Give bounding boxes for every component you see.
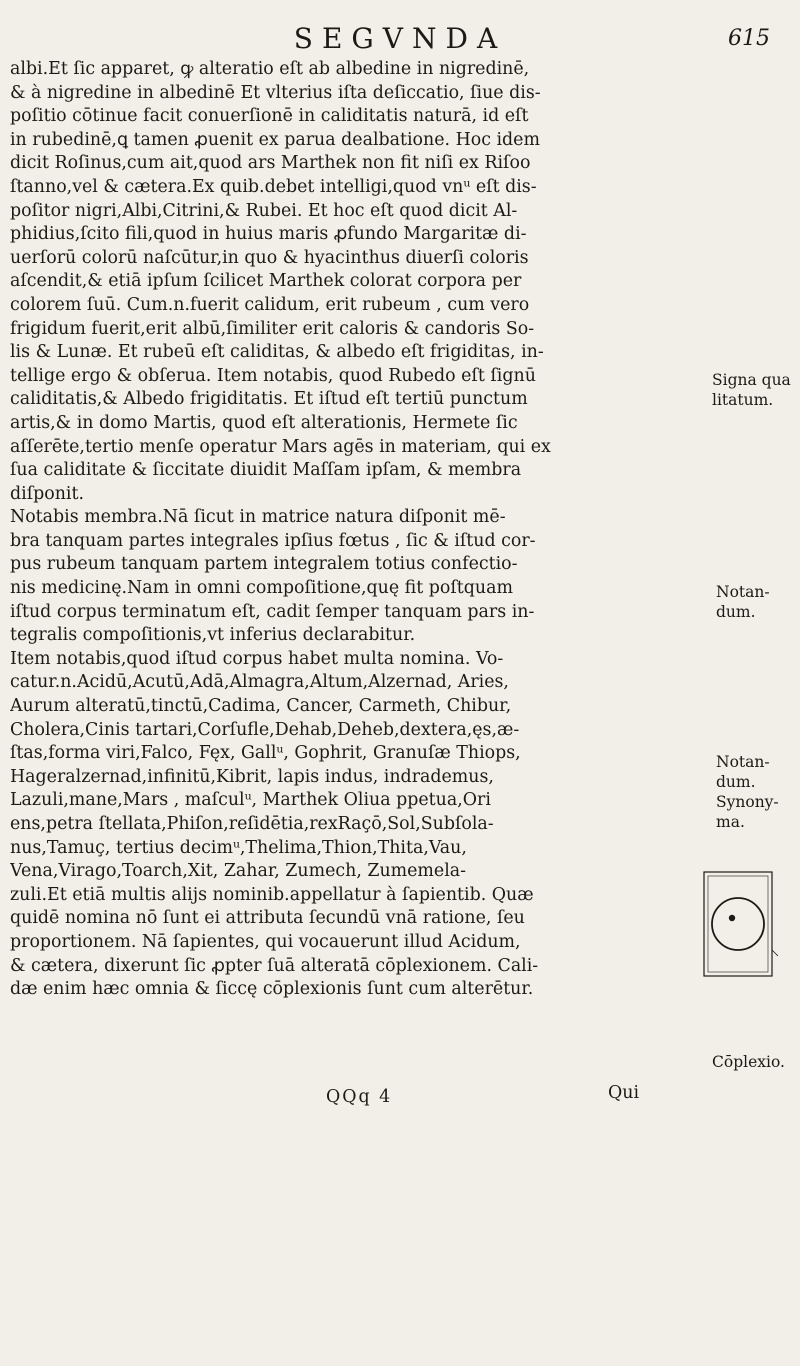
circle-emblem-icon — [702, 870, 778, 978]
text-line: colorem ſuū. Cum.n.fuerit calidum, erit rubeum , cum vero — [10, 294, 530, 315]
margin-note-line: Cōplexio. — [712, 1053, 785, 1071]
text-line: Aurum alteratū,tinctū,Cadima, Cancer, Carmeth, Chibur, — [10, 696, 512, 717]
text-line: Lazuli,mane,Mars , maſculᵘ, Marthek Oliua ppetua,Ori — [10, 790, 491, 811]
text-line: Item notabis,quod iſtud corpus habet multa nomina. Vo- — [10, 648, 504, 669]
text-line: artis,& in domo Martis, quod eſt alterationis, Hermete ſic — [10, 412, 518, 433]
text-line: iſtud corpus terminatum eſt, cadit ſemper tanquam pars in- — [10, 601, 535, 622]
text-line: proportionem. Nā ſapientes, qui vocauerunt illud Acidum, — [10, 931, 521, 952]
text-line: aſcendit,& etiā ipſum ſcilicet Marthek colorat corpora per — [10, 271, 522, 292]
margin-note-line: Signa qua — [712, 371, 791, 389]
text-line: nus,Tamuç, tertius decimᵘ,Thelima,Thion,Thita,Vau, — [10, 837, 467, 858]
text-line: zuli.Et etiā multis alijs nominib.appellatur à ſapientib. Quæ — [10, 884, 534, 905]
signature-mark: QQq 4 — [326, 1087, 393, 1107]
text-line: quidē nomina nō ſunt ei attributa ſecundū vnā ratione, ſeu — [10, 908, 525, 929]
text-line: uerſorū colorū naſcūtur,in quo & hyacinthus diuerſi coloris — [10, 247, 529, 268]
text-line: ens,petra ſtellata,Phiſon,reſidētia,rexRaçō,Sol,Subſola- — [10, 814, 494, 834]
text-line: ſtas,forma viri,Falco, Fęx, Gallᵘ, Gophrit, Granuſæ Thiops, — [10, 743, 521, 764]
text-line: dæ enim hæc omnia & ſiccę cōplexionis ſunt cum alterētur. — [10, 979, 534, 1000]
margin-note-notandum-1 — [716, 582, 770, 622]
text-line: caliditatis,& Albedo frigiditatis. Et iſtud eſt tertiū punctum — [10, 389, 528, 410]
text-line: nis medicinę.Nam in omni compoſitione,quę fit poſtquam — [10, 578, 513, 599]
text-line: & cætera, dixerunt ſic ꝓpter ſuā alteratā cōplexionem. Cali- — [10, 955, 539, 976]
margin-note-line: litatum. — [712, 391, 774, 409]
margin-note-synonyma — [716, 752, 779, 832]
margin-note-signa — [712, 370, 791, 410]
text-line: ſtanno,vel & cætera.Ex quib.debet intelligi,quod vnᵘ eſt dis- — [10, 176, 537, 197]
margin-note-line: dum. — [716, 773, 756, 791]
margin-note-complexio — [712, 1052, 785, 1072]
margin-note-line: Notan- — [716, 583, 770, 601]
margin-note-line: Synony- — [716, 793, 779, 811]
text-line: & à nigredine in albedinē Et vlterius iſta deſiccatio, ſiue dis- — [10, 82, 541, 103]
text-line: dicit Roſinus,cum ait,quod ars Marthek non fit niſi ex Riſoo — [10, 153, 531, 174]
text-line: catur.n.Acidū,Acutū,Adā,Almagra,Altum,Alzernad, Aries, — [10, 672, 509, 693]
running-head: SEGVNDA — [293, 22, 507, 55]
text-line: tegralis compoſitionis,vt inferius declarabitur. — [10, 625, 416, 646]
text-line: poſitor nigri,Albi,Citrini,& Rubei. Et hoc eſt quod dicit Al- — [10, 200, 518, 221]
text-line: albi.Et ſic apparet, ꝙ alteratio eſt ab albedine in nigredinē, — [10, 59, 530, 79]
main-text-block — [10, 58, 710, 1002]
text-line: tellige ergo & obſerua. Item notabis, quod Rubedo eſt ſignū — [10, 365, 536, 386]
text-line: in rubedinē,ꝗ tamen ꝓuenit ex parua dealbatione. Hoc idem — [10, 129, 540, 150]
text-line: lis & Lunæ. Et rubeū eſt caliditas, & albedo eſt frigiditas, in- — [10, 342, 544, 363]
text-line: Hageralzernad,infinitū,Kibrit, lapis indus, indrademus, — [10, 766, 494, 787]
text-line: frigidum fuerit,erit albū,ſimiliter erit caloris & candoris So- — [10, 318, 535, 339]
text-line: phidius,ſcito fili,quod in huius maris ꝓfundo Margaritæ di- — [10, 224, 527, 245]
text-line: aſſerēte,tertio menſe operatur Mars agēs in materiam, qui ex — [10, 436, 551, 457]
text-line: poſitio cōtinue facit conuerſionē in caliditatis naturā, id eſt — [10, 106, 529, 127]
margin-note-line: ma. — [716, 813, 745, 831]
text-line: Vena,Virago,Toarch,Xit, Zahar, Zumech, Zumemela- — [10, 861, 467, 882]
text-line: Cholera,Cinis tartari,Corſufle,Dehab,Deheb,dextera,ęs,æ- — [10, 719, 520, 740]
margin-note-line: Notan- — [716, 753, 770, 771]
text-line: pus rubeum tanquam partem integralem totius confectio- — [10, 554, 518, 575]
text-line: Notabis membra.Nā ſicut in matrice natura diſponit mē- — [10, 507, 506, 528]
text-line: ſua caliditate & ſiccitate diuidit Maſſam ipſam, & membra — [10, 460, 522, 481]
margin-note-line: dum. — [716, 603, 756, 621]
catchword: Qui — [608, 1083, 640, 1103]
text-line: diſponit. — [10, 483, 85, 504]
page-number: 615 — [728, 26, 770, 51]
text-line: bra tanquam partes integrales ipſius fœtus , ſic & iſtud cor- — [10, 530, 536, 551]
